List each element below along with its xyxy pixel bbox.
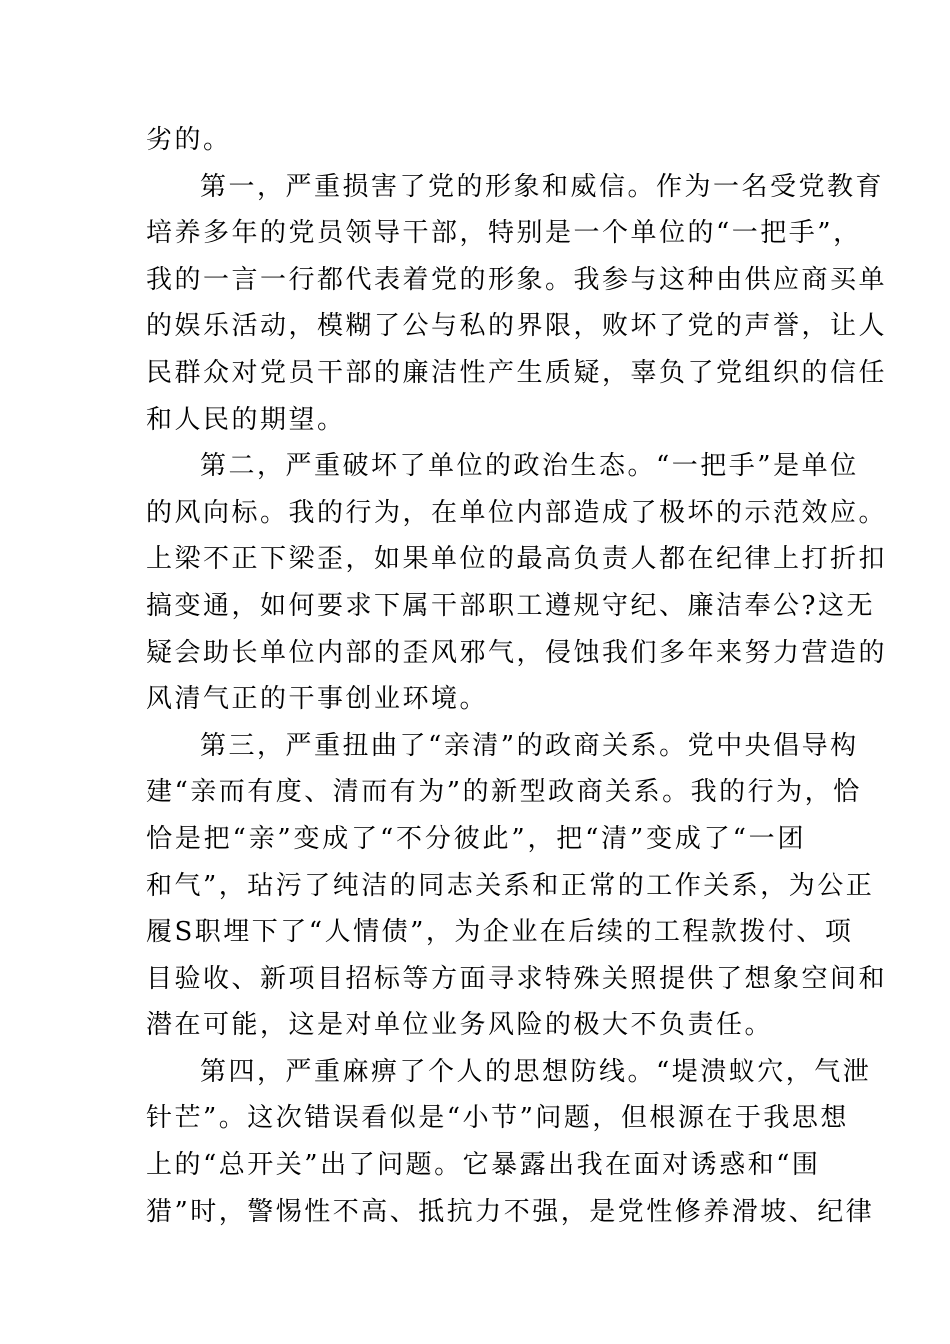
paragraph-first-line: 第四，严重麻痹了个人的思想防线。“堤溃蚁穴，气泄 xyxy=(200,1056,872,1087)
text-line: 的风向标。我的行为，在单位内部造成了极坏的示范效应。 xyxy=(146,497,888,528)
text-line: 和气”，玷污了纯洁的同志关系和正常的工作关系，为公正 xyxy=(146,870,875,901)
text-line: 劣的。 xyxy=(146,125,232,155)
text-line: 风清气正的干事创业环境。 xyxy=(146,684,489,715)
text-line: 针芒”。这次错误看似是“小节”问题，但根源在于我思想 xyxy=(146,1103,849,1134)
text-line: 我的一言一行都代表着党的形象。我参与这种由供应商买单 xyxy=(146,264,888,295)
text-line: 上的“总开关”出了问题。它暴露出我在面对诱惑和“围 xyxy=(146,1150,821,1181)
text-line: 搞变通，如何要求下属干部职工遵规守纪、廉洁奉公?这无 xyxy=(146,590,875,621)
text-line: 目验收、新项目招标等方面寻求特殊关照提供了想象空间和 xyxy=(146,963,888,994)
text-line: 民群众对党员干部的廉洁性产生质疑，辜负了党组织的信任 xyxy=(146,357,888,388)
text-line: 猎”时，警惕性不高、抵抗力不强，是党性修养滑坡、纪律 xyxy=(146,1196,875,1227)
text-line: 履S职埋下了“人情债”，为企业在后续的工程款拨付、项 xyxy=(146,917,854,948)
text-line: 恰是把“亲”变成了“不分彼此”，把“清”变成了“一团 xyxy=(146,823,806,854)
paragraph-first-line: 第一，严重损害了党的形象和威信。作为一名受党教育 xyxy=(200,171,885,202)
text-line: 上梁不正下梁歪，如果单位的最高负责人都在纪律上打折扣 xyxy=(146,544,888,575)
paragraph-first-line: 第三，严重扭曲了“亲清”的政商关系。党中央倡导构 xyxy=(200,730,859,761)
text-line: 培养多年的党员领导干部，特别是一个单位的“一把手”， xyxy=(146,218,862,249)
text-line: 潜在可能，这是对单位业务风险的极大不负责任。 xyxy=(146,1010,774,1041)
paragraph-first-line: 第二，严重破坏了单位的政治生态。“一把手”是单位 xyxy=(200,451,859,482)
text-line: 疑会助长单位内部的歪风邪气，侵蚀我们多年来努力营造的 xyxy=(146,637,888,668)
text-line: 建“亲而有度、清而有为”的新型政商关系。我的行为，恰 xyxy=(146,777,862,808)
text-line: 的娱乐活动，模糊了公与私的界限，败坏了党的声誉，让人 xyxy=(146,311,888,342)
body-text xyxy=(146,117,888,1235)
text-line: 和人民的期望。 xyxy=(146,404,346,435)
